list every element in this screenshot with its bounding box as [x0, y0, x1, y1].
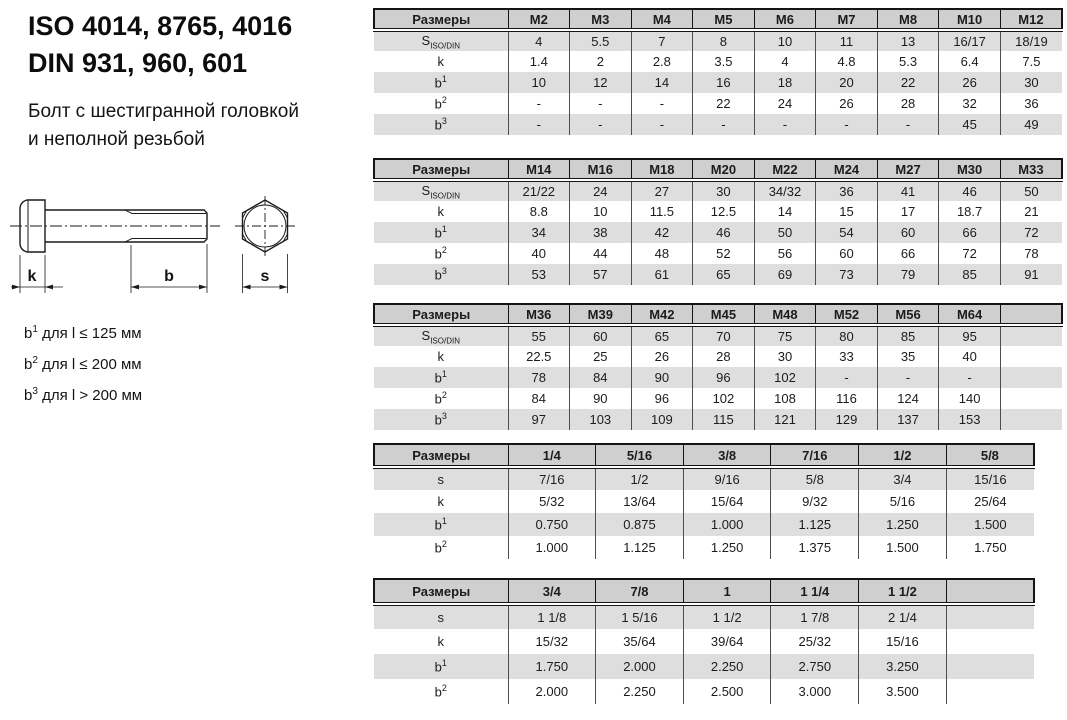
size-column-header: 7/16: [771, 444, 859, 467]
value-cell: 4: [754, 51, 816, 72]
value-cell: 75: [754, 325, 816, 346]
value-cell: 5.5: [570, 30, 632, 51]
table-row: [374, 513, 1034, 536]
value-cell: 66: [939, 222, 1001, 243]
size-column-header: 1/4: [508, 444, 596, 467]
value-cell: 16/17: [939, 30, 1001, 51]
row-parameter-label: k: [374, 629, 508, 654]
value-cell: 1.375: [771, 536, 859, 559]
value-cell: 1 1/8: [508, 604, 596, 629]
value-cell: 54: [816, 222, 878, 243]
value-cell: 15/16: [946, 467, 1034, 490]
value-cell: 2.250: [596, 679, 684, 704]
table-row: [374, 467, 1034, 490]
value-cell: 1.000: [508, 536, 596, 559]
value-cell: 11.5: [631, 201, 693, 222]
table-row: [374, 629, 1034, 654]
note-b1: $b^1$ для l ≤ 125 мм: [24, 324, 142, 342]
value-cell: 5/32: [508, 490, 596, 513]
value-cell: 3.000: [771, 679, 859, 704]
value-cell: 50: [1000, 180, 1062, 201]
size-column-header: 1/2: [859, 444, 947, 467]
value-cell: 35: [877, 346, 939, 367]
row-parameter-label: s: [374, 604, 508, 629]
value-cell: 60: [570, 325, 632, 346]
value-cell: 6.4: [939, 51, 1001, 72]
value-cell: 55: [508, 325, 570, 346]
value-cell: -: [508, 114, 570, 135]
value-cell: 1.250: [683, 536, 771, 559]
row-parameter-label: $b^1$: [374, 222, 508, 243]
value-cell: [1000, 346, 1062, 367]
bolt-side-view-drawing: [10, 200, 220, 293]
value-cell: 38: [570, 222, 632, 243]
value-cell: 70: [693, 325, 755, 346]
table-row: [374, 72, 1062, 93]
size-column-header: 5/16: [596, 444, 684, 467]
dimension-table: [373, 578, 1035, 704]
metric-table-m2-m12: [373, 8, 1063, 135]
size-column-header: M24: [816, 159, 878, 180]
value-cell: 1.000: [683, 513, 771, 536]
value-cell: 90: [570, 388, 632, 409]
value-cell: 22.5: [508, 346, 570, 367]
row-parameter-label: $b^1$: [374, 367, 508, 388]
value-cell: 25: [570, 346, 632, 367]
value-cell: 32: [939, 93, 1001, 114]
value-cell: 57: [570, 264, 632, 285]
value-cell: 10: [508, 72, 570, 93]
value-cell: 41: [877, 180, 939, 201]
value-cell: 15/64: [683, 490, 771, 513]
value-cell: 9/32: [771, 490, 859, 513]
value-cell: 60: [877, 222, 939, 243]
value-cell: 73: [816, 264, 878, 285]
size-column-header: M64: [939, 304, 1001, 325]
value-cell: -: [877, 114, 939, 135]
value-cell: 95: [939, 325, 1001, 346]
value-cell: 13: [877, 30, 939, 51]
value-cell: 5/16: [859, 490, 947, 513]
value-cell: [1000, 367, 1062, 388]
value-cell: 20: [816, 72, 878, 93]
value-cell: 103: [570, 409, 632, 430]
size-column-header: M20: [693, 159, 755, 180]
value-cell: 34: [508, 222, 570, 243]
table-row: [374, 201, 1062, 222]
value-cell: -: [508, 93, 570, 114]
size-column-header: M3: [570, 9, 632, 30]
value-cell: 13/64: [596, 490, 684, 513]
value-cell: 35/64: [596, 629, 684, 654]
value-cell: 90: [631, 367, 693, 388]
note-b2: $b^2$ для l ≤ 200 мм: [24, 355, 142, 373]
value-cell: 1/2: [596, 467, 684, 490]
table-row: [374, 264, 1062, 285]
table-row: [374, 388, 1062, 409]
value-cell: 8.8: [508, 201, 570, 222]
value-cell: 24: [570, 180, 632, 201]
value-cell: 11: [816, 30, 878, 51]
value-cell: 22: [877, 72, 939, 93]
value-cell: 30: [693, 180, 755, 201]
size-column-header: M16: [570, 159, 632, 180]
value-cell: 78: [508, 367, 570, 388]
value-cell: 26: [631, 346, 693, 367]
value-cell: 124: [877, 388, 939, 409]
value-cell: 72: [939, 243, 1001, 264]
value-cell: 46: [693, 222, 755, 243]
value-cell: 85: [939, 264, 1001, 285]
size-column-header: 5/8: [946, 444, 1034, 467]
value-cell: 30: [754, 346, 816, 367]
table-row: [374, 243, 1062, 264]
value-cell: [946, 604, 1034, 629]
row-parameter-label: $b^2$: [374, 93, 508, 114]
value-cell: 7.5: [1000, 51, 1062, 72]
row-parameter-label: $S_{ISO/DIN}$: [374, 180, 508, 201]
value-cell: [1000, 388, 1062, 409]
value-cell: 1.4: [508, 51, 570, 72]
value-cell: -: [631, 114, 693, 135]
value-cell: 12: [570, 72, 632, 93]
size-column-header: 3/8: [683, 444, 771, 467]
value-cell: 24: [754, 93, 816, 114]
value-cell: -: [939, 367, 1001, 388]
table-row: [374, 490, 1034, 513]
value-cell: 0.875: [596, 513, 684, 536]
value-cell: -: [877, 367, 939, 388]
size-column-header: M36: [508, 304, 570, 325]
row-parameter-label: k: [374, 490, 508, 513]
value-cell: 4.8: [816, 51, 878, 72]
size-column-header: M39: [570, 304, 632, 325]
size-column-header: M45: [693, 304, 755, 325]
value-cell: 17: [877, 201, 939, 222]
title-block: [28, 8, 292, 82]
value-cell: 137: [877, 409, 939, 430]
value-cell: 2.000: [596, 654, 684, 679]
value-cell: 7: [631, 30, 693, 51]
table-row: [374, 536, 1034, 559]
row-parameter-label: $S_{ISO/DIN}$: [374, 30, 508, 51]
value-cell: 97: [508, 409, 570, 430]
size-column-header: 3/4: [508, 579, 596, 604]
value-cell: -: [693, 114, 755, 135]
table-row: [374, 51, 1062, 72]
table-corner-label: Размеры: [374, 579, 508, 604]
value-cell: 79: [877, 264, 939, 285]
size-column-header: M14: [508, 159, 570, 180]
value-cell: 56: [754, 243, 816, 264]
row-parameter-label: $b^1$: [374, 513, 508, 536]
value-cell: 8: [693, 30, 755, 51]
value-cell: 53: [508, 264, 570, 285]
value-cell: 108: [754, 388, 816, 409]
size-column-header: M52: [816, 304, 878, 325]
value-cell: 129: [816, 409, 878, 430]
size-column-header: M18: [631, 159, 693, 180]
value-cell: 1.125: [596, 536, 684, 559]
metric-table-m14-m33: [373, 158, 1063, 285]
size-column-header: M22: [754, 159, 816, 180]
value-cell: 52: [693, 243, 755, 264]
value-cell: 1.125: [771, 513, 859, 536]
value-cell: -: [816, 367, 878, 388]
value-cell: 25/32: [771, 629, 859, 654]
value-cell: 15/32: [508, 629, 596, 654]
dimension-table: [373, 8, 1063, 135]
row-parameter-label: $S_{ISO/DIN}$: [374, 325, 508, 346]
size-column-header: [1000, 304, 1062, 325]
subtitle-line-2: и неполной резьбой: [28, 129, 205, 150]
size-column-header: 1 1/4: [771, 579, 859, 604]
size-column-header: M6: [754, 9, 816, 30]
value-cell: 153: [939, 409, 1001, 430]
bolt-technical-drawing: [8, 183, 353, 308]
value-cell: [946, 679, 1034, 704]
value-cell: 30: [1000, 72, 1062, 93]
size-column-header: M10: [939, 9, 1001, 30]
size-column-header: M5: [693, 9, 755, 30]
value-cell: 28: [693, 346, 755, 367]
value-cell: 18: [754, 72, 816, 93]
value-cell: 36: [816, 180, 878, 201]
value-cell: 28: [877, 93, 939, 114]
value-cell: 60: [816, 243, 878, 264]
value-cell: 2.8: [631, 51, 693, 72]
size-column-header: M33: [1000, 159, 1062, 180]
value-cell: 65: [631, 325, 693, 346]
table-row: [374, 604, 1034, 629]
value-cell: 7/16: [508, 467, 596, 490]
value-cell: 65: [693, 264, 755, 285]
value-cell: 84: [508, 388, 570, 409]
value-cell: -: [631, 93, 693, 114]
value-cell: 85: [877, 325, 939, 346]
value-cell: 18/19: [1000, 30, 1062, 51]
value-cell: 36: [1000, 93, 1062, 114]
row-parameter-label: $b^3$: [374, 264, 508, 285]
value-cell: 78: [1000, 243, 1062, 264]
value-cell: 15: [816, 201, 878, 222]
value-cell: 49: [1000, 114, 1062, 135]
table-row: [374, 346, 1062, 367]
value-cell: 96: [631, 388, 693, 409]
size-column-header: M4: [631, 9, 693, 30]
size-column-header: M27: [877, 159, 939, 180]
table-corner-label: Размеры: [374, 444, 508, 467]
row-parameter-label: $b^1$: [374, 654, 508, 679]
subtitle-line-1: Болт с шестигранной головкой: [28, 101, 299, 122]
inch-table-3-4-to-1-1-2: [373, 578, 1035, 704]
value-cell: 39/64: [683, 629, 771, 654]
value-cell: 2.500: [683, 679, 771, 704]
size-column-header: M56: [877, 304, 939, 325]
row-parameter-label: k: [374, 201, 508, 222]
value-cell: 5.3: [877, 51, 939, 72]
value-cell: 34/32: [754, 180, 816, 201]
row-parameter-label: s: [374, 467, 508, 490]
row-parameter-label: $b^1$: [374, 72, 508, 93]
value-cell: [946, 629, 1034, 654]
value-cell: [1000, 325, 1062, 346]
value-cell: 84: [570, 367, 632, 388]
row-parameter-label: $b^2$: [374, 243, 508, 264]
value-cell: 91: [1000, 264, 1062, 285]
value-cell: 40: [939, 346, 1001, 367]
value-cell: 27: [631, 180, 693, 201]
row-parameter-label: $b^2$: [374, 679, 508, 704]
row-parameter-label: k: [374, 51, 508, 72]
metric-table-m36-m64: [373, 303, 1063, 430]
value-cell: 9/16: [683, 467, 771, 490]
table-row: [374, 325, 1062, 346]
value-cell: 21: [1000, 201, 1062, 222]
value-cell: 14: [631, 72, 693, 93]
size-column-header: 7/8: [596, 579, 684, 604]
row-parameter-label: $b^3$: [374, 114, 508, 135]
value-cell: 45: [939, 114, 1001, 135]
value-cell: 72: [1000, 222, 1062, 243]
size-column-header: M48: [754, 304, 816, 325]
value-cell: 3.500: [859, 679, 947, 704]
value-cell: 10: [754, 30, 816, 51]
value-cell: -: [570, 93, 632, 114]
value-cell: 1 1/2: [683, 604, 771, 629]
value-cell: 50: [754, 222, 816, 243]
value-cell: 22: [693, 93, 755, 114]
value-cell: 69: [754, 264, 816, 285]
value-cell: 140: [939, 388, 1001, 409]
value-cell: 1 7/8: [771, 604, 859, 629]
value-cell: 0.750: [508, 513, 596, 536]
value-cell: 102: [754, 367, 816, 388]
thread-length-notes: [24, 316, 142, 409]
value-cell: 42: [631, 222, 693, 243]
s-dimension-label: s: [260, 268, 270, 285]
value-cell: 25/64: [946, 490, 1034, 513]
table-corner-label: Размеры: [374, 9, 508, 30]
value-cell: 102: [693, 388, 755, 409]
table-row: [374, 30, 1062, 51]
value-cell: 15/16: [859, 629, 947, 654]
value-cell: 10: [570, 201, 632, 222]
table-row: [374, 93, 1062, 114]
row-parameter-label: $b^3$: [374, 409, 508, 430]
table-corner-label: Размеры: [374, 304, 508, 325]
value-cell: 26: [816, 93, 878, 114]
value-cell: -: [754, 114, 816, 135]
table-row: [374, 654, 1034, 679]
value-cell: 44: [570, 243, 632, 264]
value-cell: [1000, 409, 1062, 430]
value-cell: 116: [816, 388, 878, 409]
value-cell: 12.5: [693, 201, 755, 222]
subtitle-block: [28, 98, 299, 154]
value-cell: 1.250: [859, 513, 947, 536]
value-cell: 33: [816, 346, 878, 367]
dimension-table: [373, 443, 1035, 559]
bolt-drawing-svg: [8, 183, 353, 308]
value-cell: 26: [939, 72, 1001, 93]
value-cell: 1 5/16: [596, 604, 684, 629]
value-cell: 40: [508, 243, 570, 264]
size-column-header: M8: [877, 9, 939, 30]
value-cell: 61: [631, 264, 693, 285]
value-cell: 66: [877, 243, 939, 264]
value-cell: 1.500: [859, 536, 947, 559]
value-cell: 3/4: [859, 467, 947, 490]
value-cell: 109: [631, 409, 693, 430]
value-cell: 48: [631, 243, 693, 264]
value-cell: 96: [693, 367, 755, 388]
table-corner-label: Размеры: [374, 159, 508, 180]
title-iso-standards: ISO 4014, 8765, 4016: [28, 11, 293, 41]
value-cell: 80: [816, 325, 878, 346]
value-cell: 2.000: [508, 679, 596, 704]
value-cell: 14: [754, 201, 816, 222]
value-cell: 115: [693, 409, 755, 430]
value-cell: 121: [754, 409, 816, 430]
size-column-header: 1 1/2: [859, 579, 947, 604]
value-cell: 1.750: [508, 654, 596, 679]
value-cell: 3.5: [693, 51, 755, 72]
value-cell: 1.750: [946, 536, 1034, 559]
value-cell: -: [816, 114, 878, 135]
k-dimension-label: k: [27, 268, 37, 285]
size-column-header: M2: [508, 9, 570, 30]
value-cell: 2 1/4: [859, 604, 947, 629]
value-cell: 16: [693, 72, 755, 93]
row-parameter-label: $b^2$: [374, 536, 508, 559]
value-cell: 2: [570, 51, 632, 72]
title-din-standards: DIN 931, 960, 601: [28, 48, 248, 78]
row-parameter-label: $b^2$: [374, 388, 508, 409]
table-row: [374, 114, 1062, 135]
value-cell: 21/22: [508, 180, 570, 201]
size-column-header: M12: [1000, 9, 1062, 30]
table-row: [374, 180, 1062, 201]
table-row: [374, 679, 1034, 704]
value-cell: 1.500: [946, 513, 1034, 536]
value-cell: 46: [939, 180, 1001, 201]
table-row: [374, 409, 1062, 430]
dimension-table: [373, 158, 1063, 285]
note-b3: $b^3$ для l > 200 мм: [24, 386, 143, 404]
value-cell: 18.7: [939, 201, 1001, 222]
size-column-header: M30: [939, 159, 1001, 180]
value-cell: 5/8: [771, 467, 859, 490]
dimension-table: [373, 303, 1063, 430]
value-cell: [946, 654, 1034, 679]
table-row: [374, 222, 1062, 243]
row-parameter-label: k: [374, 346, 508, 367]
value-cell: 3.250: [859, 654, 947, 679]
value-cell: 2.250: [683, 654, 771, 679]
table-row: [374, 367, 1062, 388]
size-column-header: M42: [631, 304, 693, 325]
value-cell: 4: [508, 30, 570, 51]
inch-table-quarter-to-5-8: [373, 443, 1035, 559]
size-column-header: [946, 579, 1034, 604]
size-column-header: M7: [816, 9, 878, 30]
value-cell: -: [570, 114, 632, 135]
size-column-header: 1: [683, 579, 771, 604]
value-cell: 2.750: [771, 654, 859, 679]
b-dimension-label: b: [164, 268, 174, 285]
